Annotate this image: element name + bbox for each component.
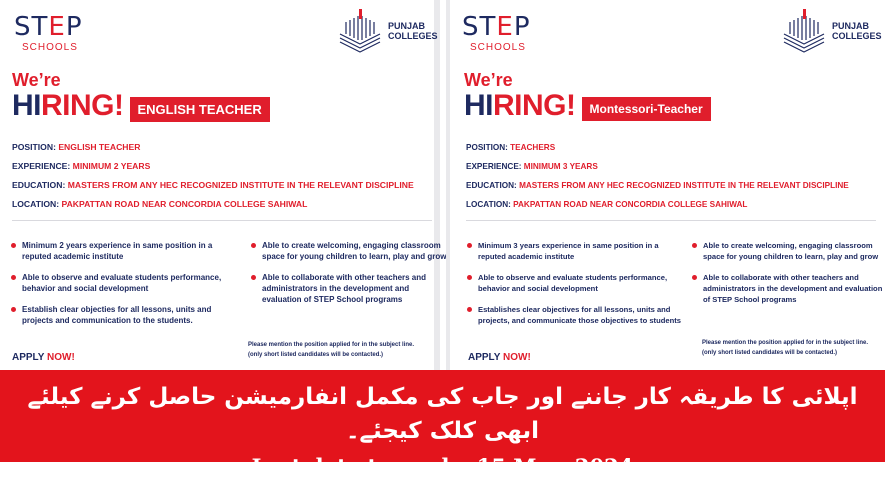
logo-text-end: P (513, 12, 531, 42)
pc-label-line2: COLLEGES (832, 31, 882, 41)
detail-education: EDUCATION: MASTERS FROM ANY HEC RECOGNIZED INSTITUTE IN THE RELEVANT DISCIPLINE (12, 180, 414, 190)
requirements-list (10, 240, 450, 336)
list-item: Able to observe and evaluate students performance, behavior and social development (10, 272, 240, 294)
step-schools-logo (14, 14, 83, 53)
requirements-list (466, 240, 883, 336)
list-item: Able to collaborate with other teachers and administrators in the development and evaluation of STEP School programs (250, 272, 450, 305)
logo-text: ST (14, 12, 49, 42)
apply-now-label: APPLY NOW! (12, 352, 75, 363)
list-item: Establish clear objecties for all lessons, units and projects and communication to the students. (10, 304, 240, 326)
punjab-colleges-emblem-icon (336, 8, 384, 54)
step-schools-logo (462, 14, 531, 53)
logo-schools-label: SCHOOLS (22, 42, 78, 53)
detail-position: POSITION: ENGLISH TEACHER (12, 142, 141, 152)
detail-experience: EXPERIENCE: MINIMUM 3 YEARS (466, 162, 598, 171)
detail-position: POSITION: TEACHERS (466, 143, 556, 152)
logo-accent: E (496, 12, 514, 42)
hiring-headline (12, 70, 270, 122)
pc-label-line2: COLLEGES (388, 31, 438, 41)
role-badge: ENGLISH TEACHER (130, 97, 270, 122)
logo-text-end: P (65, 12, 83, 42)
logo-schools-label: SCHOOLS (470, 42, 526, 53)
section-divider (466, 220, 876, 221)
headline-hi: HI (464, 89, 493, 122)
punjab-colleges-logo (336, 8, 438, 54)
role-badge: Montessori-Teacher (582, 97, 711, 121)
detail-education: EDUCATION: MASTERS FROM ANY HEC RECOGNIZED INSTITUTE IN THE RELEVANT DISCIPLINE (466, 181, 849, 190)
list-item: Establishes clear objectives for all lessons, units and projects, and communicate those objectives to students (466, 304, 681, 326)
pc-label-line1: PUNJAB (388, 21, 426, 31)
list-item: Able to create welcoming, engaging classroom space for young children to learn, play and grow (250, 240, 450, 262)
list-item: Minimum 2 years experience in same position in a reputed academic institute (10, 240, 240, 262)
headline-ring: RING! (41, 89, 124, 122)
headline-were: We’re (12, 70, 61, 90)
headline-were: We’re (464, 70, 513, 90)
logo-text: ST (462, 12, 497, 42)
headline-hi: HI (12, 89, 41, 122)
detail-location: LOCATION: PAKPATTAN ROAD NEAR CONCORDIA COLLEGE SAHIWAL (12, 199, 308, 209)
subject-line-note: Please mention the position applied for in the subject line. (only short listed candidates will be contacted.) (248, 342, 415, 358)
punjab-colleges-logo (780, 8, 882, 54)
list-item: Minimum 3 years experience in same position in a reputed academic institute (466, 240, 681, 262)
list-item: Able to observe and evaluate students performance, behavior and social development (466, 272, 681, 294)
apply-banner[interactable] (0, 370, 885, 479)
job-details (466, 138, 881, 214)
headline-ring: RING! (493, 89, 576, 122)
punjab-colleges-emblem-icon (780, 8, 828, 54)
last-date-to-apply: Last date to apply: 15 May, 2024 (251, 454, 634, 479)
detail-location: LOCATION: PAKPATTAN ROAD NEAR CONCORDIA COLLEGE SAHIWAL (466, 200, 748, 209)
section-divider (12, 220, 432, 221)
urdu-call-to-action[interactable]: اپلائی کا طریقہ کار جاننے اور جاب کی مکمل انفارمیشن حاصل کرنے کیلئے ابھی کلک کیجئے۔ (27, 384, 858, 444)
job-poster-english-teacher (0, 0, 447, 370)
list-item: Able to collaborate with other teachers and administrators in the development and evaluation of STEP School programs (691, 272, 883, 305)
apply-now-label: APPLY NOW! (468, 352, 531, 363)
hiring-headline (464, 70, 711, 122)
detail-experience: EXPERIENCE: MINIMUM 2 YEARS (12, 161, 151, 171)
subject-line-note: Please mention the position applied for in the subject line. (only short listed candidates will be contacted.) (702, 340, 869, 356)
list-item: Able to create welcoming, engaging classroom space for young children to learn, play and grow (691, 240, 883, 262)
job-details (12, 138, 437, 214)
job-poster-montessori-teacher (446, 0, 885, 370)
pc-label-line1: PUNJAB (832, 21, 870, 31)
logo-accent: E (48, 12, 66, 42)
